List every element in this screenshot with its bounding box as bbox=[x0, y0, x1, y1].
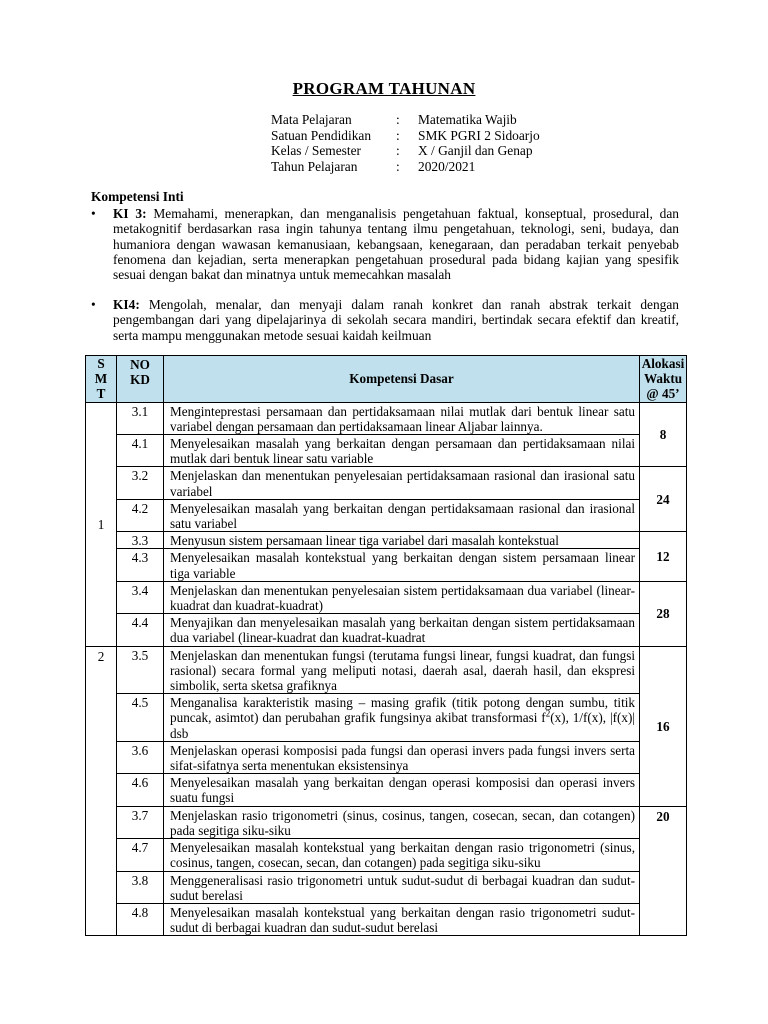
table-row bbox=[86, 806, 687, 838]
alokasi-cell: 8 bbox=[640, 402, 687, 467]
kd-text: Menyelesaikan masalah kontekstual yang berkaitan dengan rasio trigonometri sudut-sudut di berbagai kuadran dan sudut-sudut berelasi bbox=[164, 903, 640, 935]
kd-text: Menyelesaikan masalah kontekstual yang berkaitan dengan sistem persamaan linear tiga variable bbox=[164, 549, 640, 581]
header-alokasi-1: Alokasi bbox=[641, 356, 685, 371]
table-row bbox=[86, 774, 687, 806]
kd-text: Menginteprestasi persamaan dan pertidaksamaan nilai mutlak dari bentuk linear satu variabel dengan persamaan dan pertidaksamaan linear Aljabar lainnya. bbox=[164, 402, 640, 434]
table-row bbox=[86, 435, 687, 467]
meta-value: Matematika Wajib bbox=[418, 112, 517, 127]
ki-code: KI 3: bbox=[113, 206, 147, 221]
meta-label: Mata Pelajaran bbox=[271, 112, 352, 127]
table-row bbox=[86, 871, 687, 903]
kompetensi-inti-heading: Kompetensi Inti bbox=[91, 189, 184, 204]
ki-description: Mengolah, menalar, dan menyaji dalam ranah konkret dan ranah abstrak terkait dengan pengembangan dari yang dipelajarinya di sekolah secara mandiri, bertindak secara efektif dan kreatif, serta mampu menggunakan metode sesuai kaidah keilmuan bbox=[113, 297, 679, 343]
ki-item bbox=[91, 206, 679, 282]
table-row bbox=[86, 499, 687, 531]
kd-number: 4.2 bbox=[117, 499, 164, 531]
ki-text bbox=[113, 297, 679, 343]
table-row bbox=[86, 614, 687, 646]
meta-label: Tahun Pelajaran bbox=[271, 158, 358, 174]
meta-label: Kelas / Semester bbox=[271, 143, 361, 158]
alokasi-cell: 20 bbox=[640, 806, 687, 936]
table-row bbox=[86, 402, 687, 434]
meta-separator: : bbox=[396, 158, 400, 174]
table-header-row bbox=[86, 356, 687, 403]
semester-cell: 1 bbox=[86, 402, 117, 646]
meta-separator: : bbox=[396, 112, 400, 127]
header-no: NO bbox=[130, 357, 150, 372]
table-row bbox=[86, 532, 687, 549]
kd-number: 3.8 bbox=[117, 871, 164, 903]
kd-text: Menggeneralisasi rasio trigonometri untuk sudut-sudut di berbagai kuadran dan sudut-sudut berelasi bbox=[164, 871, 640, 903]
document-meta bbox=[271, 112, 540, 174]
kd-number: 4.3 bbox=[117, 549, 164, 581]
kd-text: Menyelesaikan masalah yang berkaitan dengan pertidaksamaan rasional dan irasional satu variabel bbox=[164, 499, 640, 531]
kd-text: Menyelesaikan masalah yang berkaitan dengan operasi komposisi dan operasi invers suatu fungsi bbox=[164, 774, 640, 806]
header-no-kd bbox=[117, 356, 164, 403]
kd-text: Menyajikan dan menyelesaikan masalah yang berkaitan dengan sistem pertidaksamaan dua variabel (linear-kuadrat dan kuadrat-kuadrat bbox=[164, 614, 640, 646]
header-alokasi-3: @ 45’ bbox=[646, 386, 680, 402]
ki-description: Memahami, menerapkan, dan menganalisis pengetahuan faktual, konseptual, prosedural, dan metakognitif berdasarkan rasa ingin tahunya tentang ilmu pengetahuan, teknologi, seni, budaya, dan humaniora dengan wawasan kemanusiaan, kebangsaan, kenegaraan, dan peradaban terkait penyebab fenomena dan kejadian, serta menerapkan pengetahuan prosedural pada bidang kajian yang spesifik sesuai dengan bakat dan minatnya untuk memecahkan masalah bbox=[113, 206, 679, 283]
kd-number: 4.6 bbox=[117, 774, 164, 806]
kd-number: 4.8 bbox=[117, 903, 164, 935]
bullet-icon: • bbox=[91, 206, 96, 221]
meta-label: Satuan Pendidikan bbox=[271, 127, 372, 143]
kd-number: 3.3 bbox=[117, 532, 164, 549]
kd-text: Menjelaskan dan menentukan penyelesaian sistem pertidaksamaan dua variabel (linear-kuadrat dan kuadrat-kuadrat) bbox=[164, 581, 640, 613]
kd-number: 4.7 bbox=[117, 839, 164, 871]
meta-separator: : bbox=[396, 127, 400, 143]
meta-separator: : bbox=[396, 143, 400, 158]
header-smt-m: M bbox=[94, 371, 108, 387]
kd-number: 4.1 bbox=[117, 435, 164, 467]
meta-value: 2020/2021 bbox=[418, 158, 476, 174]
kd-text: Menjelaskan rasio trigonometri (sinus, cosinus, tangen, cosecan, secan, dan cotangen) pada segitiga siku-siku bbox=[164, 806, 640, 838]
header-alokasi-2: Waktu bbox=[643, 371, 683, 387]
meta-row bbox=[271, 112, 540, 128]
kd-number: 4.5 bbox=[117, 694, 164, 742]
kd-text bbox=[164, 694, 640, 742]
alokasi-cell: 16 bbox=[640, 646, 687, 806]
kd-number: 3.5 bbox=[117, 646, 164, 694]
ki-item bbox=[91, 297, 679, 343]
bullet-icon: • bbox=[91, 297, 96, 312]
table-row bbox=[86, 549, 687, 581]
header-kd-short: KD bbox=[130, 372, 150, 388]
header-smt-t: T bbox=[96, 386, 106, 402]
kd-text: Menyelesaikan masalah yang berkaitan dengan persamaan dan pertidaksamaan nilai mutlak dari bentuk linear satu variable bbox=[164, 435, 640, 467]
table-row bbox=[86, 839, 687, 871]
table-row bbox=[86, 694, 687, 742]
alokasi-cell: 24 bbox=[640, 467, 687, 532]
header-smt-s: S bbox=[97, 356, 105, 371]
kd-text: Menyelesaikan masalah kontekstual yang berkaitan dengan rasio trigonometri (sinus, cosinus, tangen, cosecan, secan, dan cotangen) pada segitiga siku-siku bbox=[164, 839, 640, 871]
table-row bbox=[86, 903, 687, 935]
table-row bbox=[86, 467, 687, 499]
kd-number: 3.1 bbox=[117, 402, 164, 434]
header-alokasi bbox=[640, 356, 687, 403]
kd-text: Menjelaskan dan menentukan penyelesaian pertidaksamaan rasional dan irasional satu variabel bbox=[164, 467, 640, 499]
kd-text-part: (x), 1/f(x), |f(x)| dsb bbox=[170, 710, 636, 741]
kd-number: 3.7 bbox=[117, 806, 164, 838]
table-row bbox=[86, 646, 687, 694]
header-kompetensi-dasar: Kompetensi Dasar bbox=[164, 356, 640, 403]
kd-text: Menjelaskan dan menentukan fungsi (terutama fungsi linear, fungsi kuadrat, dan fungsi rasional) secara formal yang meliputi notasi, daerah asal, daerah hasil, dan ekspresi simbolik, serta sketsa grafiknya bbox=[164, 646, 640, 694]
program-table bbox=[85, 355, 687, 936]
kd-text: Menjelaskan operasi komposisi pada fungsi dan operasi invers pada fungsi invers serta sifat-sifatnya serta menentukan eksistensinya bbox=[164, 741, 640, 773]
table-row bbox=[86, 741, 687, 773]
meta-row bbox=[271, 128, 540, 144]
kd-text: Menyusun sistem persamaan linear tiga variabel dari masalah kontekstual bbox=[164, 532, 640, 549]
kd-text-part: Menganalisa karakteristik masing – masing grafik (titik potong dengan sumbu, titik puncak, asimtot) dan perubahan grafik fungsinya akibat transformasi f bbox=[170, 695, 635, 726]
kd-superscript: 2 bbox=[545, 709, 551, 720]
kd-number: 4.4 bbox=[117, 614, 164, 646]
page-title: PROGRAM TAHUNAN bbox=[292, 79, 476, 98]
ki-text bbox=[113, 206, 679, 282]
kd-number: 3.4 bbox=[117, 581, 164, 613]
header-smt bbox=[86, 356, 117, 403]
table-row bbox=[86, 581, 687, 613]
meta-row bbox=[271, 143, 540, 159]
meta-value: SMK PGRI 2 Sidoarjo bbox=[418, 127, 540, 143]
meta-row bbox=[271, 159, 540, 175]
semester-cell: 2 bbox=[86, 646, 117, 936]
ki-code: KI4: bbox=[113, 297, 140, 312]
kd-number: 3.6 bbox=[117, 741, 164, 773]
kd-number: 3.2 bbox=[117, 467, 164, 499]
meta-value: X / Ganjil dan Genap bbox=[418, 143, 533, 158]
alokasi-cell: 28 bbox=[640, 581, 687, 646]
alokasi-cell: 12 bbox=[640, 532, 687, 582]
